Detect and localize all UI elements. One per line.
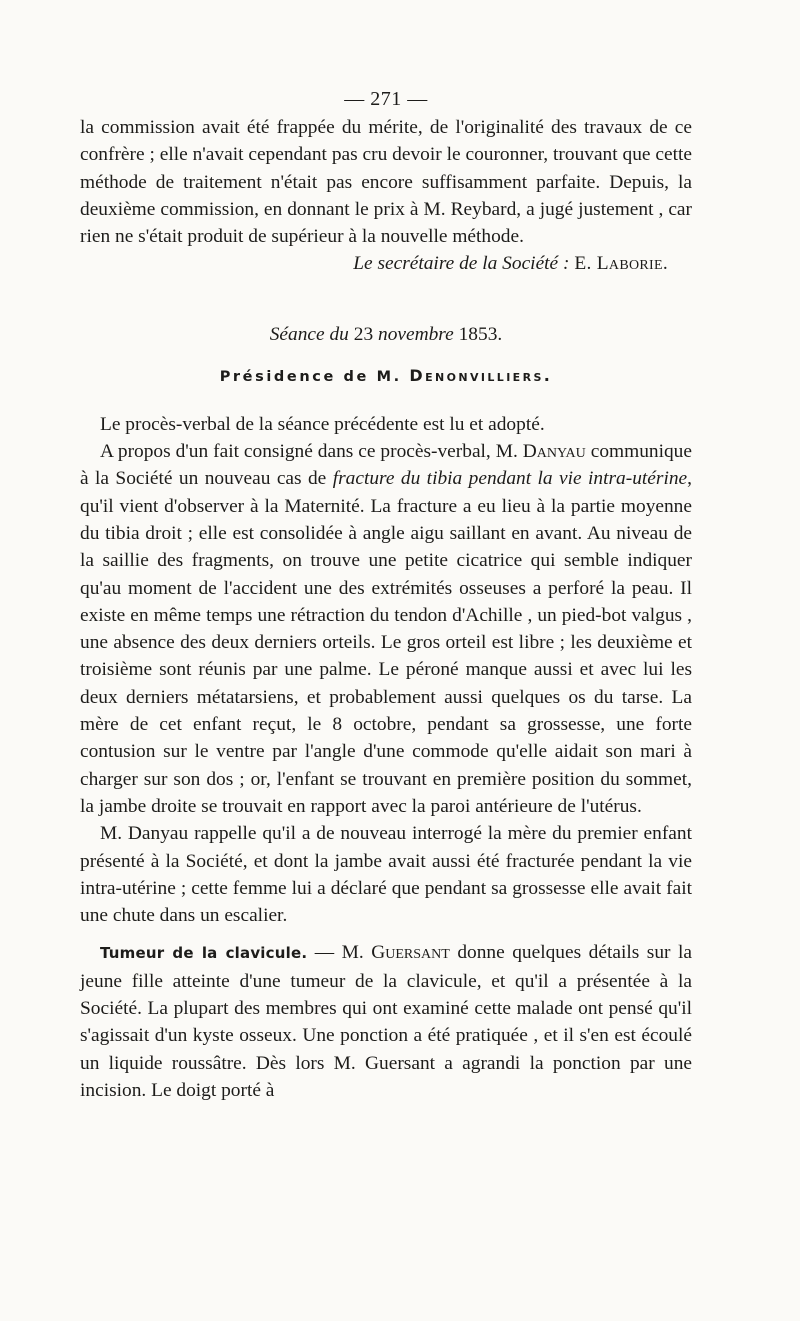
presidence-name: Denonvilliers. [409, 365, 553, 385]
paragraph-danyau-rappel: M. Danyau rappelle qu'il a de nouveau interrogé la mère du premier enfant présenté à la Société, et dont la jambe avait aussi été fracturée pendant la vie intra-utérine ; cette femme lui a déclaré que pendant sa grossesse elle avait fait une chute dans un escalier. [80, 823, 692, 927]
p4-topic: Tumeur de la clavicule. [100, 944, 308, 963]
signature-label: Le secrétaire de la Société : [353, 253, 570, 275]
page-number: — 271 — [344, 88, 428, 110]
paragraph-tumeur-clavicule [80, 939, 692, 1104]
p4-dash: — M. [307, 942, 364, 964]
session-day: 23 [353, 323, 374, 345]
p2-text-a: A propos d'un fait consigné dans ce procès-verbal, M. [100, 441, 518, 463]
p2-text-b: communique à la Société un nouveau cas de [80, 441, 692, 490]
intro-paragraph: la commission avait été frappée du mérite, de l'originalité des travaux de ce confrère ; elle n'avait cependant pas cru devoir le couronner, trouvant que cette méthode de traitement n'était pas encore suffisamment parfaite. Depuis, la deuxième commission, en donnant le prix à M. Reybard, a jugé justement , car rien ne s'était produit de supérieur à la nouvelle méthode. [80, 117, 692, 248]
session-month: novembre [378, 323, 454, 345]
presidence-heading [80, 362, 692, 391]
signature-name: E. Laborie. [574, 253, 668, 275]
session-year: 1853. [458, 323, 503, 345]
paragraph-proces-verbal: Le procès-verbal de la séance précédente est lu et adopté. [100, 413, 545, 435]
paragraph-danyau-fracture [80, 438, 692, 820]
p4-name-guersant: Guersant [371, 942, 450, 964]
presidence-title: M. [376, 368, 402, 385]
p2-text-c: , qu'il vient d'observer à la Maternité. La fracture a eu lieu à la partie moyenne du tibia droit ; elle est consolidée à angle aigu saillant en avant. Au niveau de la saillie des fragments, on trouve une petite cicatrice qui semble indiquer qu'au moment de l'accident une des extrémités osseuses a perforé la peau. Il existe en même temps une rétraction du tendon d'Achille , un pied-bot valgus , une absence des deux derniers orteils. Le gros orteil est libre ; les deuxième et troisième sont réunis par une palme. Le péroné manque aussi et avec lui les deux derniers métatarsiens, et probablement aussi quelques os du tarse. La mère de cet enfant reçut, le 8 octobre, pendant sa grossesse, une forte contusion sur le ventre par l'angle d'une commode qu'elle aidait son mari à charger sur son dos ; or, l'enfant se trouvant en première position du sommet, la jambe droite se trouvait en rapport avec la paroi antérieure de l'utérus. [80, 468, 692, 817]
p2-name-danyau: Danyau [522, 441, 586, 463]
signature-line [80, 250, 692, 277]
document-page [80, 84, 692, 1104]
p2-emphasis: fracture du tibia pendant la vie intra-utérine [332, 468, 688, 490]
session-prefix: Séance du [269, 323, 349, 345]
presidence-label: Présidence de [219, 368, 369, 385]
session-heading [80, 321, 692, 348]
p4-text: donne quelques détails sur la jeune fille atteinte d'une tumeur de la clavicule, et qu'il a présentée à la Société. La plupart des membres qui ont examiné cette malade ont pensé qu'il s'agissait d'un kyste osseux. Une ponction a été pratiquée , et il s'en est écoulé un liquide roussâtre. Dès lors M. Guersant a agrandi la ponction par une incision. Le doigt porté à [80, 942, 692, 1101]
